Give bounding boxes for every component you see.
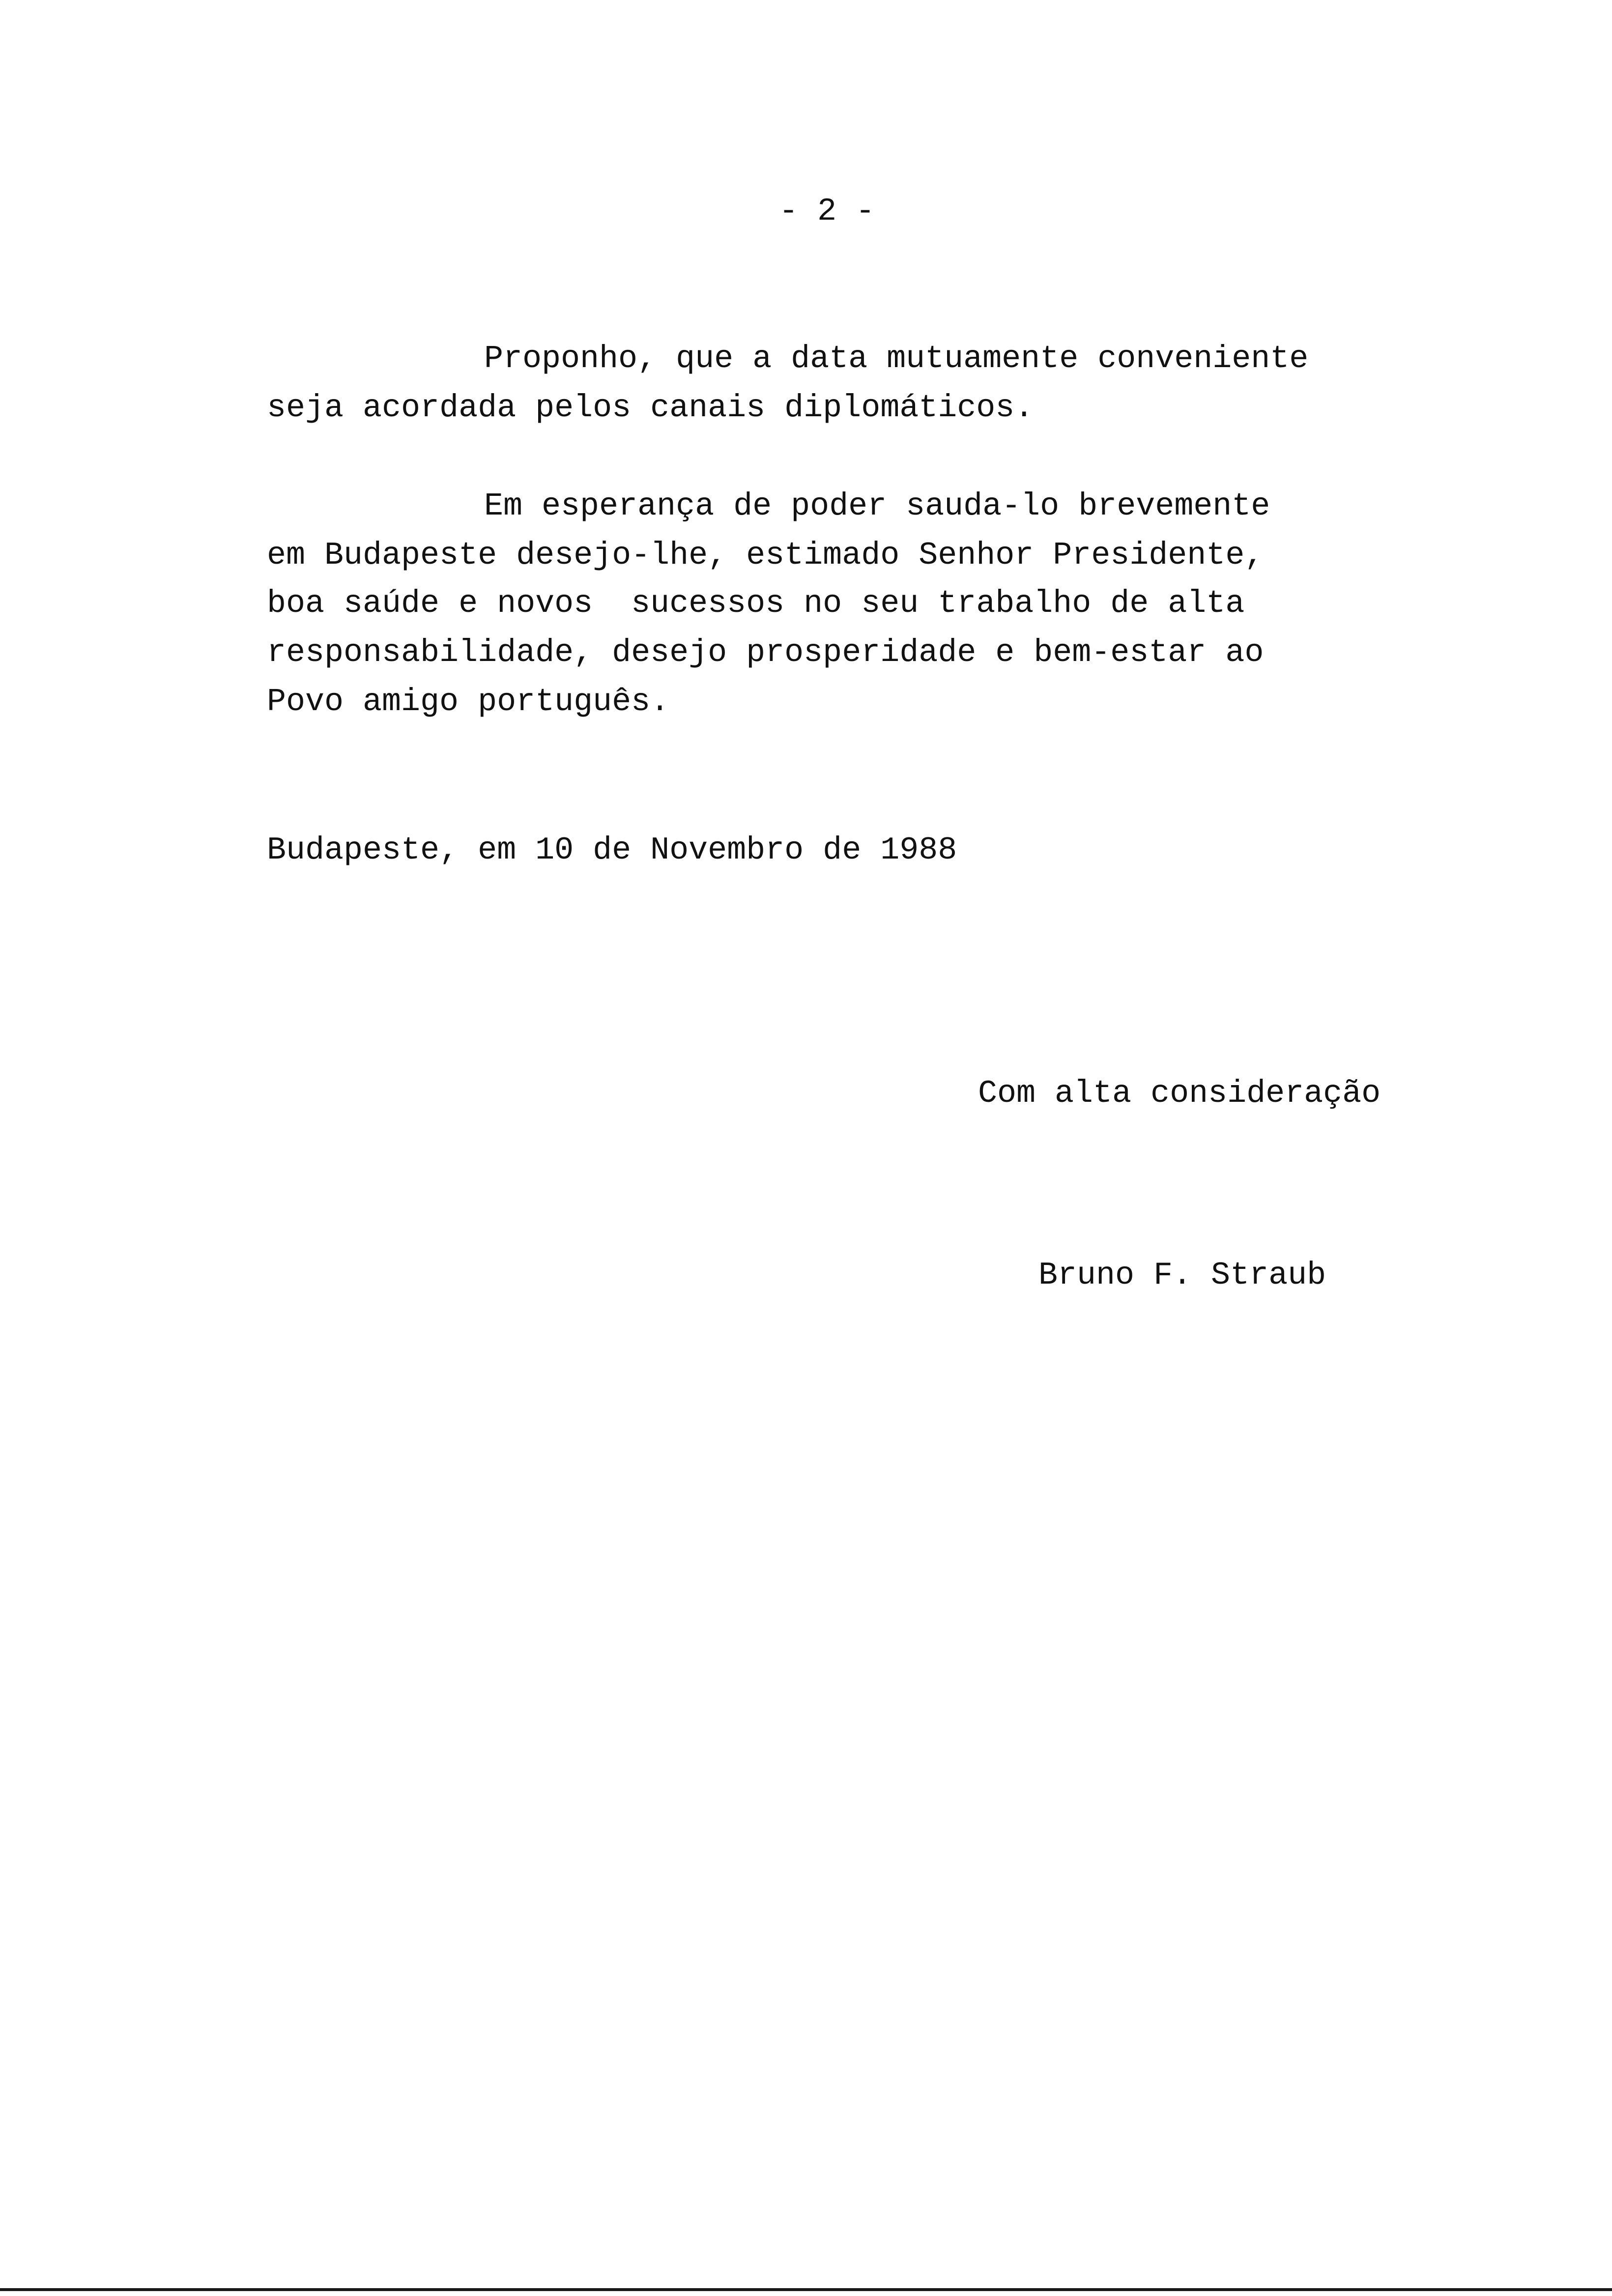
paragraph-line: Em esperança de poder sauda-lo brevemente (484, 488, 1270, 524)
paragraph-line: boa saúde e novos sucessos no seu trabalho de alta (267, 585, 1245, 622)
date-line: Budapeste, em 10 de Novembro de 1988 (267, 832, 957, 868)
bottom-rule (0, 2288, 1612, 2291)
paragraph-line: Proponho, que a data mutuamente conveniente (484, 341, 1309, 377)
paragraph-line: seja acordada pelos canais diplomáticos. (267, 390, 1034, 426)
paragraph-line: responsabilidade, desejo prosperidade e bem-estar ao (267, 634, 1264, 671)
closing-salutation: Com alta consideração (978, 1075, 1381, 1112)
signatory-name: Bruno F. Straub (1038, 1257, 1326, 1293)
paragraph-line: em Budapeste desejo-lhe, estimado Senhor Presidente, (267, 537, 1264, 574)
page-number: - 2 - (779, 193, 875, 230)
paragraph-line: Povo amigo português. (267, 684, 670, 720)
